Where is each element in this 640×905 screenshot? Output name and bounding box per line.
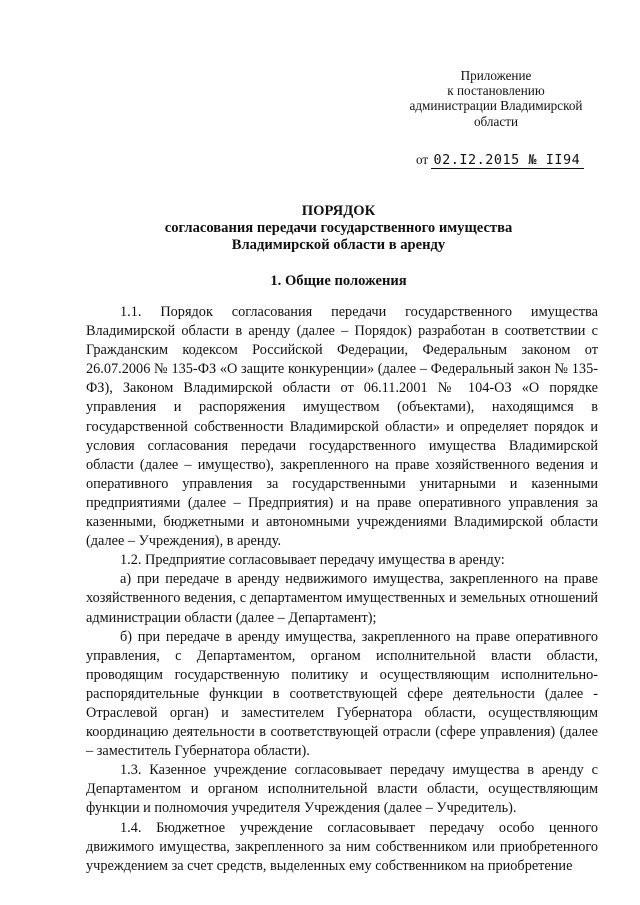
title-line: Владимирской области в аренду <box>231 237 446 254</box>
appendix-header <box>396 68 596 129</box>
document-body <box>86 303 598 876</box>
paragraph: б) при передаче в аренду имущества, закрепленного на праве оперативного управления, с Департаментом, органом исполнительной власти области, проводящим государственную политику и осуществляющим исполнительно-распорядительные функции в соответствующей сфере деятельности (далее - Отраслевой орган) и заместителем Губернатора области, осуществляющим координацию деятельности в соответствующей отрасли (сфере управления) (далее – заместитель Губернатора области). <box>86 628 598 760</box>
appendix-line: Приложение <box>460 68 532 83</box>
order-date-number <box>416 152 584 168</box>
document-title <box>80 203 597 255</box>
appendix-line: администрации Владимирской <box>409 98 583 114</box>
title-heading: ПОРЯДОК <box>301 203 376 219</box>
paragraph: 1.1. Порядок согласования передачи государственного имущества Владимирской области в аренду (далее – Порядок) разработан в соответствии с Гражданским кодексом Российской Федерации, Федеральным законом от 26.07.2006 № 135-ФЗ «О защите конкуренции» (далее – Федеральный закон № 135-ФЗ), Законом Владимирской области от 06.11.2001 № 104-ОЗ «О порядке управления и распоряжения имуществом (объектами), находящимся в государственной собственности Владимирской области» и определяет порядок и условия согласования передачи государственного имущества Владимирской области (далее – имущество), закрепленного на праве хозяйственного ведения и оперативного управления за государственными унитарными и казенными предприятиями (далее – Предприятия) и на праве оперативного управления за казенными, бюджетными и автономными учреждениями Владимирской области (далее – Учреждения), в аренду. <box>86 304 598 550</box>
title-line: согласования передачи государственного имущества <box>164 220 513 237</box>
order-stamp <box>431 152 584 169</box>
appendix-line: области <box>473 113 519 129</box>
order-number: II94 <box>545 152 581 168</box>
paragraph: 1.2. Предприятие согласовывает передачу имущества в аренду: <box>120 552 505 569</box>
appendix-line: к постановлению <box>447 83 545 99</box>
paragraph: 1.3. Казенное учреждение согласовывает передачу имущества в аренду с Департаментом и органом исполнительной власти области, осуществляющим функции и полномочия учредителя Учреждения (далее – Учредитель). <box>86 762 598 817</box>
order-date: 02.I2.2015 <box>433 152 520 168</box>
order-number-sign: № <box>528 152 538 168</box>
section-heading: 1. Общие положения <box>270 273 407 289</box>
paragraph: а) при передаче в аренду недвижимого имущества, закрепленного на праве хозяйственного ведения, с департаментом имущественных и земельных отношений администрации области (далее – Департамент); <box>86 571 598 626</box>
paragraph: 1.4. Бюджетное учреждение согласовывает передачу особо ценного движимого имущества, закрепленного за ним собственником или приобретенного учреждением за счет средств, выделенных ему собственником на приобретение <box>86 819 598 874</box>
order-prefix: от <box>416 152 429 167</box>
